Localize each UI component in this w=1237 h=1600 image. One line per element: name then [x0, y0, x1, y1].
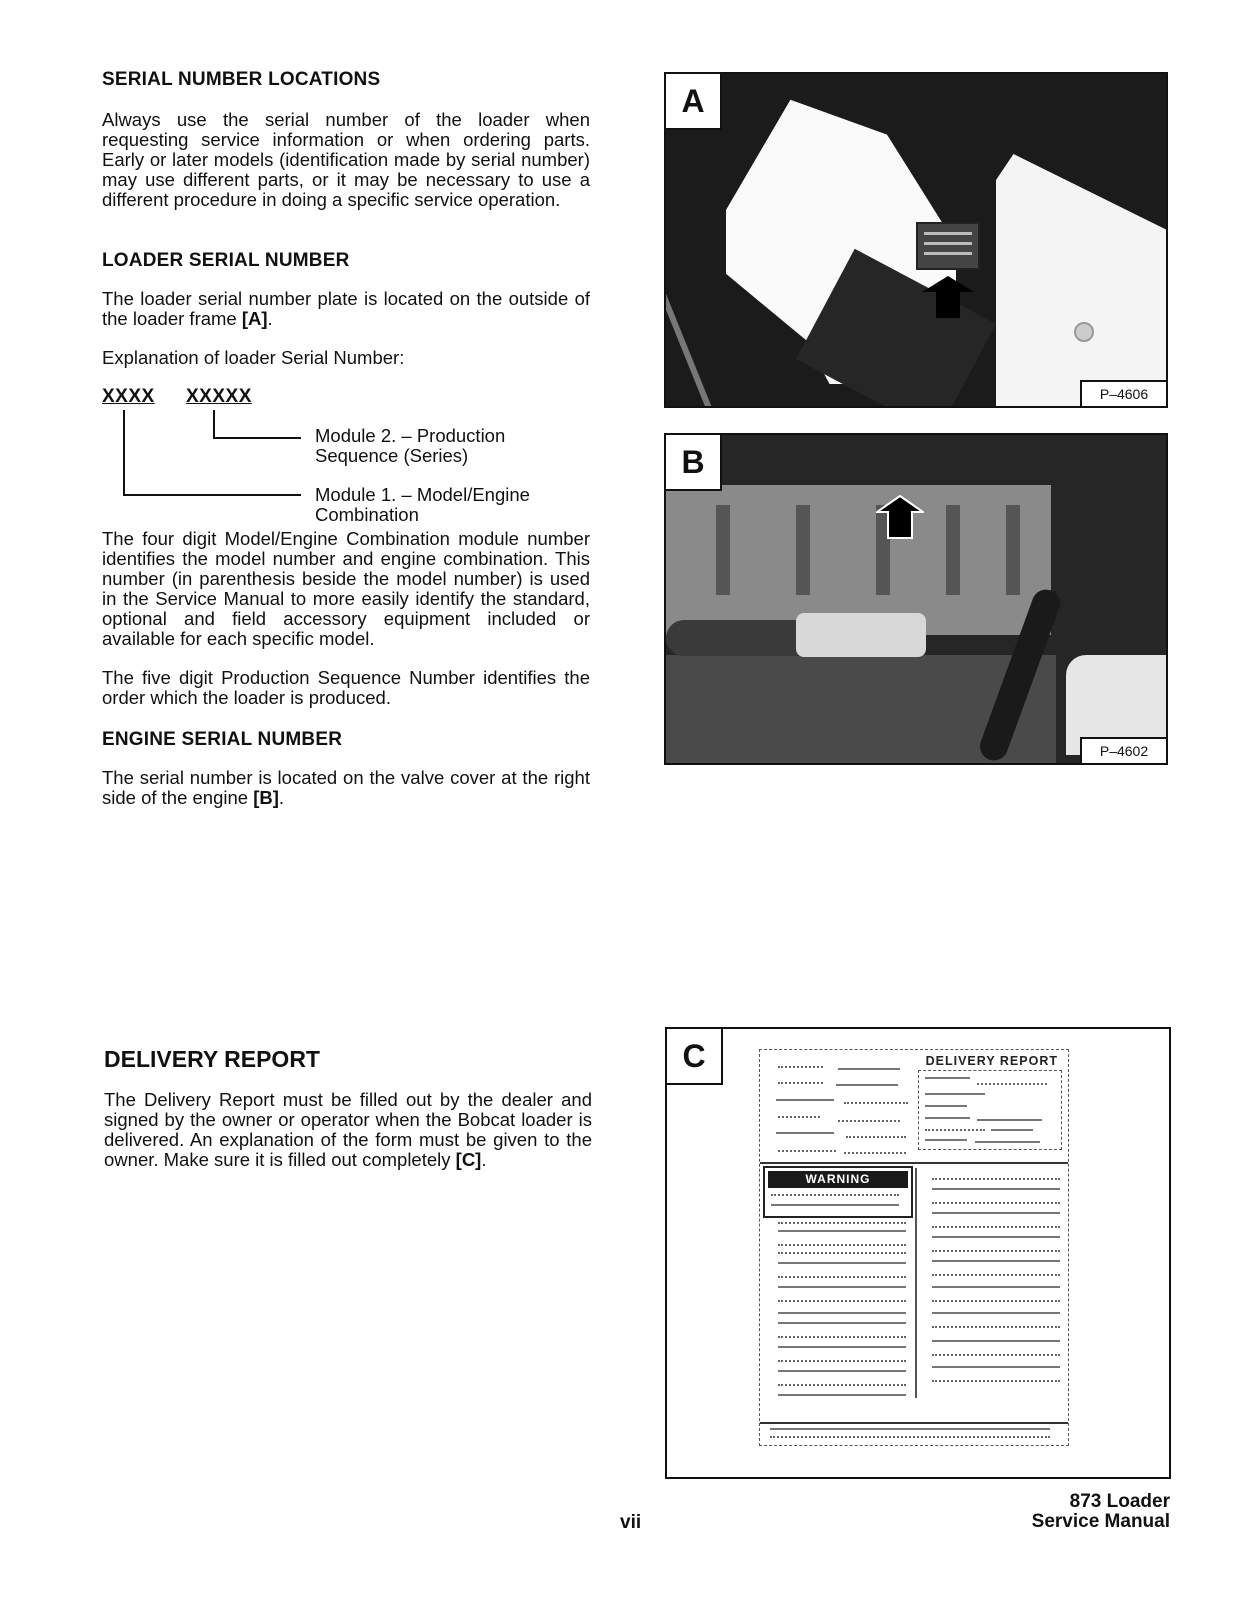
figure-b-photo [664, 433, 1168, 765]
figure-label-c: C [667, 1029, 723, 1085]
five-digit-paragraph: The five digit Production Sequence Number identifies the order which the loader is produced. [102, 667, 590, 708]
figure-ref-b: [B] [253, 787, 279, 808]
warning-label: WARNING [768, 1171, 908, 1188]
manual-title: 873 Loader Service Manual [1031, 1491, 1170, 1532]
serial-explanation-label: Explanation of loader Serial Number: [102, 347, 405, 368]
heading-loader-serial-number: LOADER SERIAL NUMBER [102, 250, 350, 271]
photo-detail [996, 154, 1168, 408]
heading-serial-number-locations: SERIAL NUMBER LOCATIONS [102, 69, 381, 90]
photo-detail [796, 613, 926, 657]
figure-a-photo [664, 72, 1168, 408]
delivery-report-form [759, 1049, 1069, 1446]
form-title: DELIVERY REPORT [925, 1054, 1058, 1068]
figure-caption-b: P–4602 [1080, 737, 1166, 763]
page-number: vii [620, 1512, 642, 1533]
photo-detail [666, 620, 816, 656]
figure-ref-c: [C] [455, 1149, 482, 1170]
loader-serial-paragraph: The loader serial number plate is located on the outside of the loader frame [A]. [102, 288, 590, 329]
module2-label: Module 2. – Production Sequence (Series) [315, 425, 506, 466]
diagram-line [213, 410, 215, 438]
four-digit-paragraph: The four digit Model/Engine Combination module number identifies the model number and engine combination. This number (in parenthesis beside the model number) is used in the Service Manual to more easily identify the standard, optional and field accessory equipment included or available for each specific model. [102, 528, 590, 649]
photo-detail [664, 222, 727, 408]
diagram-line [123, 494, 301, 496]
module1-label: Module 1. – Model/Engine Combination [315, 484, 530, 525]
figure-c-illustration [665, 1027, 1171, 1479]
serial-locations-paragraph: Always use the serial number of the loader when requesting service information or when ordering parts. Early or later models (identification made by serial number) may use different parts, or it may be necessary to use a different procedure in doing a specific service operation. [102, 109, 590, 210]
serial-plate [916, 222, 980, 270]
photo-detail [1074, 322, 1094, 342]
figure-label-b: B [666, 435, 722, 491]
warning-box [763, 1166, 913, 1218]
figure-ref-a: [A] [241, 308, 268, 329]
engine-serial-paragraph: The serial number is located on the valve cover at the right side of the engine [B]. [102, 767, 590, 808]
serial-code-module2: XXXXX [186, 386, 252, 407]
figure-caption-a: P–4606 [1080, 380, 1166, 406]
diagram-line [123, 410, 125, 495]
heading-engine-serial-number: ENGINE SERIAL NUMBER [102, 729, 343, 750]
diagram-line [213, 437, 301, 439]
figure-label-a: A [666, 74, 722, 130]
heading-delivery-report: DELIVERY REPORT [104, 1046, 320, 1072]
delivery-report-paragraph: The Delivery Report must be filled out by the dealer and signed by the owner or operator when the Bobcat loader is delivered. An explanation of the form must be given to the owner. Make sure it is filled out completely [C]. [104, 1089, 592, 1170]
serial-code-module1: XXXX [102, 386, 155, 407]
